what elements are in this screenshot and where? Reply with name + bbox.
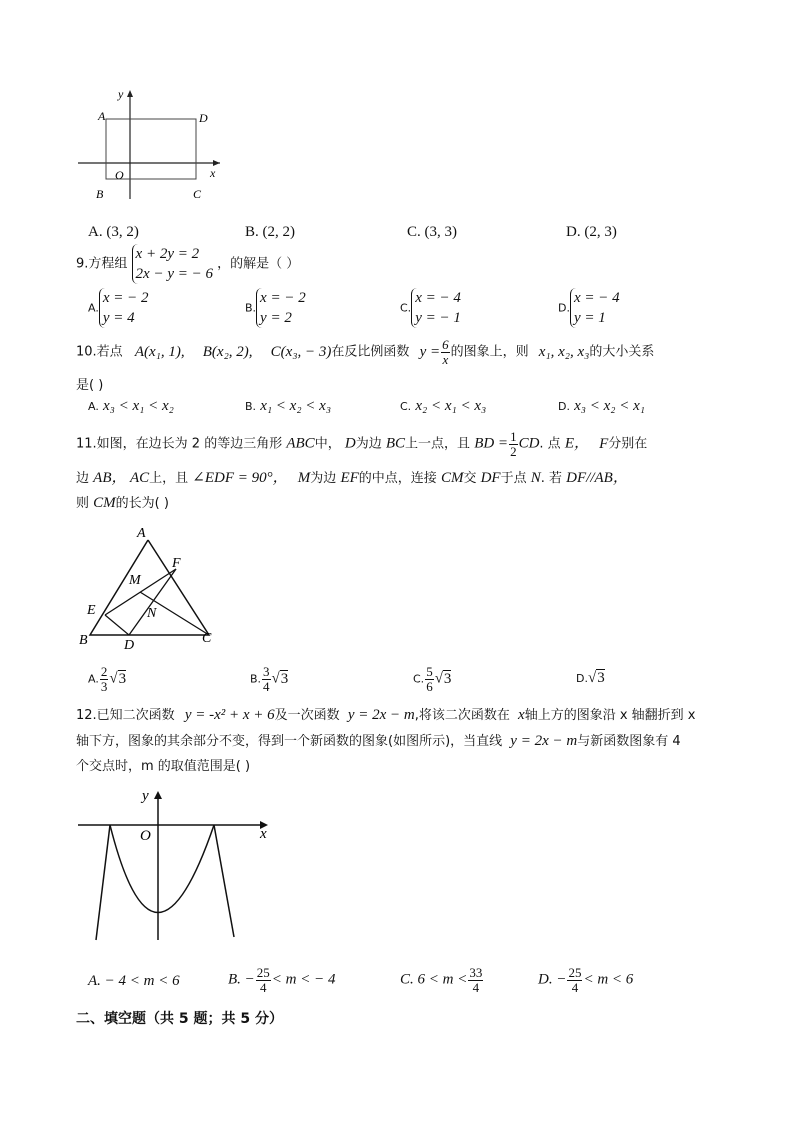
q9-option-b[interactable]: B. x = − 2 y = 2 xyxy=(245,290,306,326)
fig8-x: x xyxy=(210,166,216,180)
q9-option-c[interactable]: C. x = − 4 y = − 1 xyxy=(400,290,461,326)
q11-option-c[interactable]: C. $\frac{5}{6}$ √3 xyxy=(413,664,452,694)
q10-point-b: B(x₂, 2), xyxy=(202,343,253,360)
q11-option-a[interactable]: A. $\frac{2}{3}$ √3 xyxy=(88,664,127,694)
q11-line1: 11.如图，在边长为 2 的等边三角形 ABC中， D为边 BC上一点，且 BD = $\frac{1}{2}$ CD. 点 E， F分别在 xyxy=(76,429,648,459)
fig11-f: F xyxy=(172,556,181,571)
q12-line2: 轴下方，图象的其余部分不变，得到一个新函数的图象(如图所示)，当直线 y = 2x − m与新函数图象有 4 xyxy=(76,733,681,749)
q8-option-b[interactable]: B. (2, 2) xyxy=(245,224,295,240)
q10-point-c: C(x₃, − 3) xyxy=(270,343,332,360)
q9-option-a[interactable]: A. x = − 2 y = 4 xyxy=(88,290,149,326)
fig11-c: C xyxy=(202,631,212,646)
q12-option-b[interactable]: B. − $\frac{25}{4}$ < m < − 4 xyxy=(228,965,336,995)
fig12-y: y xyxy=(142,788,149,804)
fig8-c: C xyxy=(193,187,202,201)
q10-option-b[interactable]: B. x₁ < x₂ < x₃ xyxy=(245,398,332,414)
q12-option-a[interactable]: A. − 4 < m < 6 xyxy=(88,973,180,989)
section-2-heading: 二、填空题（共 5 题；共 5 分） xyxy=(76,1011,283,1027)
q12-line3: 个交点时，m 的取值范围是( ) xyxy=(76,759,251,774)
fig12-o: O xyxy=(140,828,151,844)
q10-point-a: A(x₁, 1), xyxy=(134,343,185,360)
q10-option-c[interactable]: C. x₂ < x₁ < x₃ xyxy=(400,398,487,414)
fig11-n: N xyxy=(147,606,157,621)
fig8-d: D xyxy=(199,111,208,125)
q9-suffix: ，的解是（ ） xyxy=(217,256,300,272)
q8-coordinate-figure xyxy=(70,84,230,209)
fig8-o: O xyxy=(115,168,124,182)
q10-line2: 是( ) xyxy=(76,378,104,393)
q9-option-d[interactable]: D. x = − 4 y = 1 xyxy=(558,290,620,326)
q12-option-d[interactable]: D. − $\frac{25}{4}$ < m < 6 xyxy=(538,965,634,995)
q11-option-b[interactable]: B. $\frac{3}{4}$ √3 xyxy=(250,664,289,694)
fig11-a: A xyxy=(137,526,146,541)
q11-line2: 边 AB， AC上，且 ∠EDF = 90°， M为边 EF的中点，连接 CM交 DF于点 N. 若 DF//AB， xyxy=(76,470,628,486)
fig11-m: M xyxy=(129,573,141,588)
q8-option-d[interactable]: D. (2, 3) xyxy=(566,224,617,240)
fig8-y: y xyxy=(118,87,124,101)
q9-system: x + 2y = 2 2x − y = − 6 xyxy=(132,244,213,284)
q9-prefix: 9.方程组 xyxy=(76,256,128,272)
q10-vars: x₁, x₂, x₃ xyxy=(538,343,590,360)
q10-option-d[interactable]: D. x₃ < x₂ < x₁ xyxy=(558,398,645,414)
q11-option-d[interactable]: D.√3 xyxy=(576,670,605,686)
fig12-x: x xyxy=(260,826,267,842)
q9-stem xyxy=(76,244,299,284)
q8-option-c[interactable]: C. (3, 3) xyxy=(407,224,457,240)
q12-line1: 12.已知二次函数 y = -x² + x + 6及一次函数 y = 2x − m,将该二次函数在 x轴上方的图象沿 x 轴翻折到 x xyxy=(76,707,696,723)
q11-triangle-figure xyxy=(74,520,224,655)
q12-graph-figure xyxy=(76,785,276,945)
q11-line3: 则 CM的长为( ) xyxy=(76,495,169,511)
fig11-b: B xyxy=(79,633,88,648)
fig11-d: D xyxy=(124,638,135,653)
fig8-a: A xyxy=(98,109,106,123)
q8-option-a[interactable]: A. (3, 2) xyxy=(88,224,139,240)
q12-option-c[interactable]: C. 6 < m < $\frac{33}{4}$ xyxy=(400,965,483,995)
fig8-b: B xyxy=(96,187,104,201)
q10-stem: 10.若点 A(x₁, 1), B(x₂, 2), C(x₃, − 3)在反比例函数 y = $\frac{6}{x}$ 的图象上，则 x₁, x₂, x₃的大小关系 xyxy=(76,337,655,367)
q10-option-a[interactable]: A. x₃ < x₁ < x₂ xyxy=(88,398,174,414)
fig11-e: E xyxy=(87,603,96,618)
